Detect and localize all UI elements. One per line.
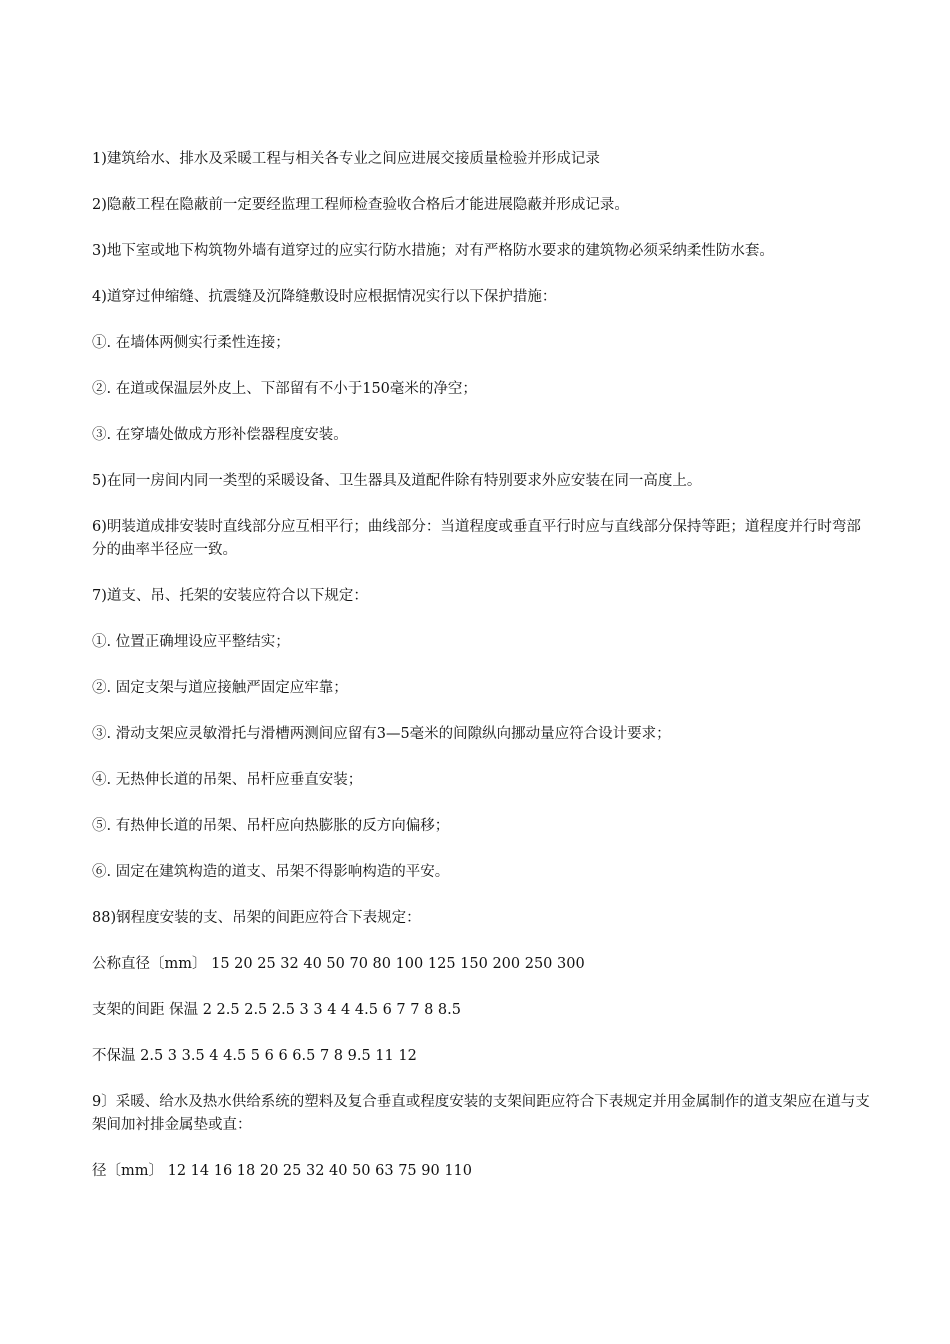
list-item-7-1: ①. 位置正确埋设应平整结实； (92, 634, 290, 650)
paragraph-2: 2)隐蔽工程在隐蔽前一定要经监理工程师检查验收合格后才能进展隐蔽并形成记录。 (92, 197, 629, 213)
table-row-spacing-insulated: 支架的间距 保温 2 2.5 2.5 2.5 3 3 4 4 4.5 6 7 7 8 8.5 (92, 1002, 461, 1018)
list-item-7-2: ②. 固定支架与道应接触严固定应牢靠； (92, 680, 348, 696)
list-item-7-6: ⑥. 固定在建筑构造的道支、吊架不得影响构造的平安。 (92, 864, 450, 880)
paragraph-3: 3)地下室或地下构筑物外墙有道穿过的应实行防水措施；对有严格防水要求的建筑物必须采纳柔性防水套。 (92, 243, 774, 259)
table-row-diameter-2: 径〔mm〕 12 14 16 18 20 25 32 40 50 63 75 90 110 (92, 1163, 473, 1179)
paragraph-7: 7)道支、吊、托架的安装应符合以下规定： (92, 588, 368, 604)
paragraph-8: 88)钢程度安装的支、吊架的间距应符合下表规定： (92, 910, 421, 926)
paragraph-4: 4)道穿过伸缩缝、抗震缝及沉降缝敷设时应根据情况实行以下保护措施： (92, 289, 557, 305)
paragraph-6: 6)明装道成排安装时直线部分应互相平行；曲线部分：当道程度或垂直平行时应与直线部分保持等距；道程度并行时弯部分的曲率半径应一致。 (92, 519, 861, 558)
table-row-diameter: 公称直径〔mm〕 15 20 25 32 40 50 70 80 100 125 150 200 250 300 (92, 956, 585, 972)
document-body (92, 148, 872, 1206)
list-item-7-3: ③. 滑动支架应灵敏滑托与滑槽两测间应留有3—5毫米的间隙纵向挪动量应符合设计要求； (92, 726, 671, 742)
list-item-4-2: ②. 在道或保温层外皮上、下部留有不小于150毫米的净空； (92, 381, 477, 397)
paragraph-1: 1)建筑给水、排水及采暖工程与相关各专业之间应进展交接质量检验并形成记录 (92, 151, 600, 167)
list-item-4-3: ③. 在穿墙处做成方形补偿器程度安装。 (92, 427, 348, 443)
table-row-spacing-uninsulated: 不保温 2.5 3 3.5 4 4.5 5 6 6 6.5 7 8 9.5 11 12 (92, 1048, 417, 1064)
list-item-7-5: ⑤. 有热伸长道的吊架、吊杆应向热膨胀的反方向偏移； (92, 818, 450, 834)
paragraph-9: 9〕采暖、给水及热水供给系统的塑料及复合垂直或程度安装的支架间距应符合下表规定并用金属制作的道支架应在道与支架间加衬排金属垫或直： (92, 1094, 870, 1133)
paragraph-5: 5)在同一房间内同一类型的采暖设备、卫生器具及道配件除有特别要求外应安装在同一高度上。 (92, 473, 702, 489)
list-item-4-1: ①. 在墙体两侧实行柔性连接； (92, 335, 290, 351)
list-item-7-4: ④. 无热伸长道的吊架、吊杆应垂直安装； (92, 772, 363, 788)
